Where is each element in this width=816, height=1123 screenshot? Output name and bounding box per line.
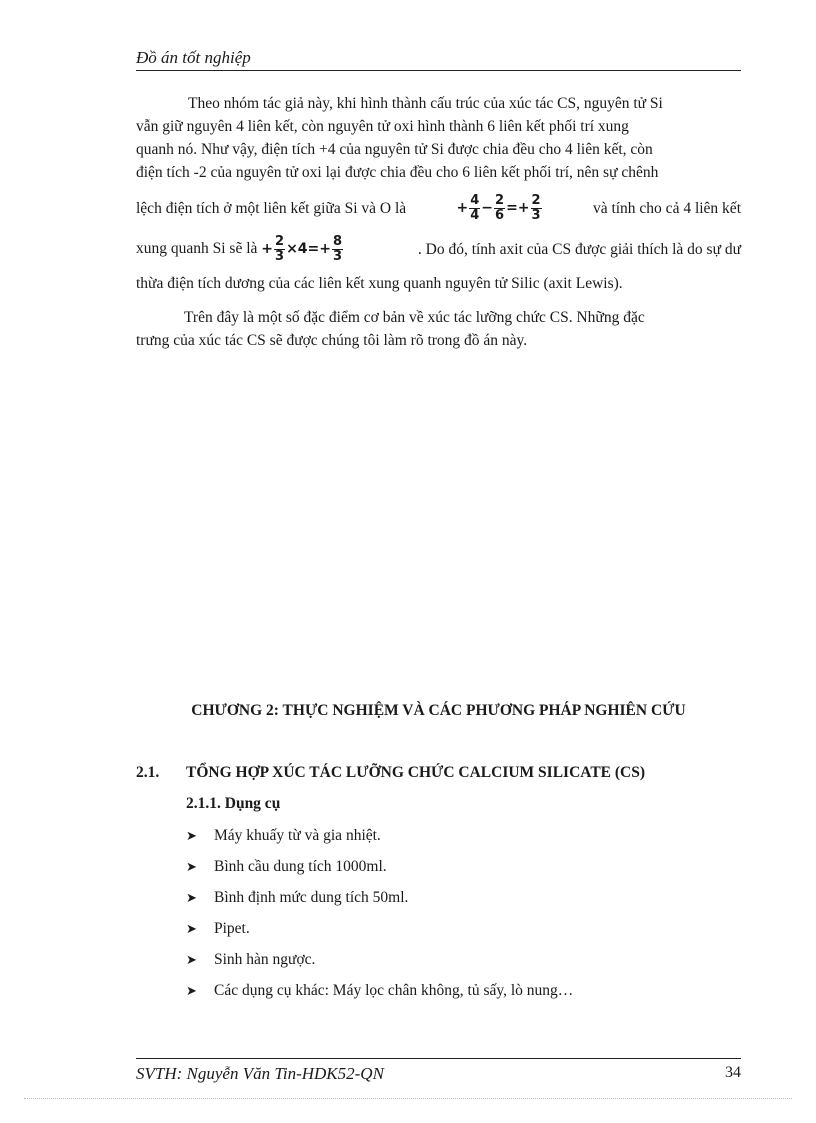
arrow-bullet-icon: ➤ — [186, 920, 197, 936]
para1-line7: thừa điện tích dương của các liên kết xung quanh nguyên tử Silic (axit Lewis). — [136, 275, 623, 292]
arrow-bullet-icon: ➤ — [186, 827, 197, 843]
para2-line1: Trên đây là một số đặc điểm cơ bản về xúc tác lưỡng chức CS. Những đặc — [184, 309, 645, 326]
list-item: ➤ Máy khuấy từ và gia nhiệt. — [186, 820, 573, 851]
para1-line6-post: . Do đó, tính axit của CS được giải thích là do sự dư — [417, 240, 741, 258]
footer-rule — [136, 1058, 741, 1059]
page-edge-divider — [24, 1098, 792, 1099]
para1-line5 — [136, 188, 741, 228]
para2-line2: trưng của xúc tác CS sẽ được chúng tôi làm rõ trong đồ án này. — [136, 332, 528, 349]
formula-charge-per-bond: + $\frac{4}{4}$ − $\frac{2}{6}$ =+ $\frac{2}{3}$ — [456, 192, 541, 223]
header-title: Đồ án tốt nghiệp — [136, 48, 251, 67]
para1-line5-post: và tính cho cả 4 liên kết — [592, 199, 741, 217]
formula-total-charge: + $\frac{2}{3}$ ×4=+ $\frac{8}{3}$ — [261, 233, 343, 264]
section-title: TỔNG HỢP XÚC TÁC LƯỠNG CHỨC CALCIUM SILICATE (CS) — [186, 764, 646, 781]
para1-line6 — [136, 228, 741, 270]
para1-line4: điện tích -2 của nguyên tử oxi lại được chia đều cho 6 liên kết phối trí, nên sự chênh — [136, 164, 659, 181]
paragraph-2 — [136, 306, 741, 352]
para1-line3: quanh nó. Như vậy, điện tích +4 của nguyên tử Si được chia đều cho 4 liên kết, còn — [136, 141, 653, 158]
para1-line5-pre: lệch điện tích ở một liên kết giữa Si và O là — [136, 199, 407, 217]
subsection-title: 2.1.1. Dụng cụ — [186, 795, 281, 812]
arrow-bullet-icon: ➤ — [186, 889, 197, 905]
chapter-title: CHƯƠNG 2: THỰC NGHIỆM VÀ CÁC PHƯƠNG PHÁP NGHIÊN CỨU — [191, 702, 686, 719]
equipment-list — [186, 820, 573, 1006]
arrow-bullet-icon: ➤ — [186, 858, 197, 874]
para1-line1: Theo nhóm tác giả này, khi hình thành cấu trúc của xúc tác CS, nguyên tử Si — [188, 95, 663, 112]
list-item: ➤ Bình cầu dung tích 1000ml. — [186, 851, 573, 882]
page-number: 34 — [725, 1064, 741, 1081]
list-item: ➤ Bình định mức dung tích 50ml. — [186, 882, 573, 913]
paragraph-1 — [136, 92, 741, 295]
arrow-bullet-icon: ➤ — [186, 982, 197, 998]
section-number: 2.1. — [136, 764, 160, 781]
list-item: ➤ Sinh hàn ngược. — [186, 944, 573, 975]
footer-author: SVTH: Nguyễn Văn Tin-HDK52-QN — [136, 1064, 384, 1083]
arrow-bullet-icon: ➤ — [186, 951, 197, 967]
header-rule — [136, 70, 741, 71]
list-item: ➤ Các dụng cụ khác: Máy lọc chân không, tủ sấy, lò nung… — [186, 975, 573, 1006]
para1-line2: vẫn giữ nguyên 4 liên kết, còn nguyên tử oxi hình thành 6 liên kết phối trí xung — [136, 118, 629, 135]
para1-line6-pre: xung quanh Si sẽ là — [136, 239, 258, 257]
list-item: ➤ Pipet. — [186, 913, 573, 944]
